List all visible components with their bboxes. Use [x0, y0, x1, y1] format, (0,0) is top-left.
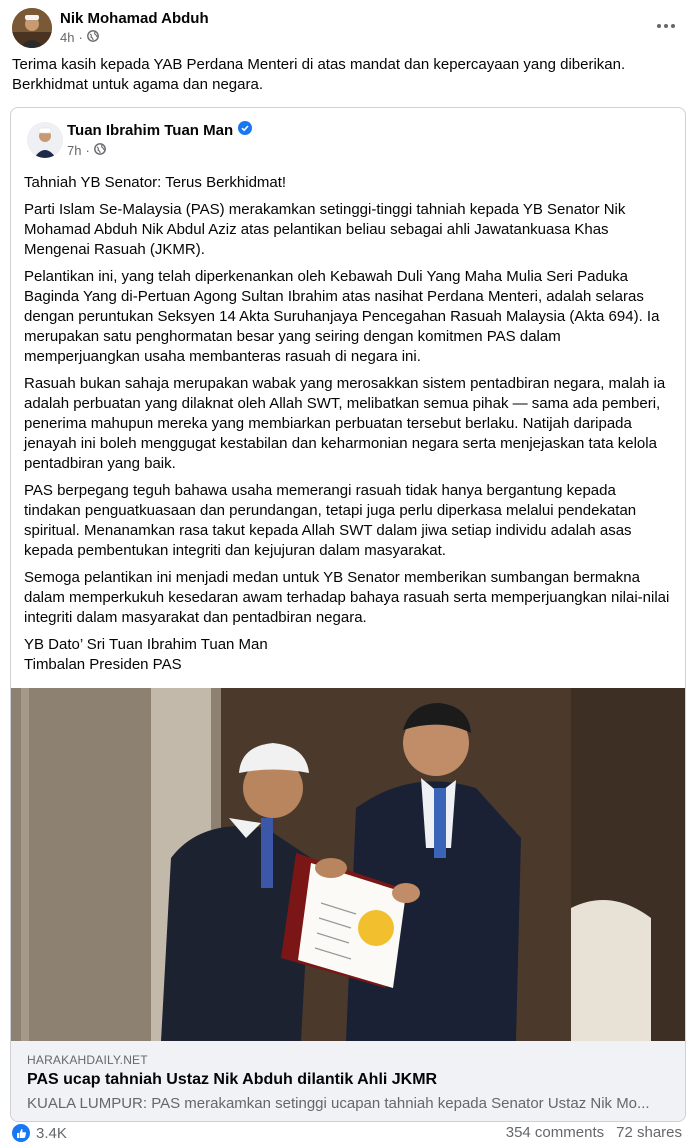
shared-post-card[interactable] — [10, 107, 686, 1122]
post-text-line: Terima kasih kepada YAB Perdana Menteri di atas mandat dan kepercayaan yang diberikan. — [12, 56, 626, 73]
globe-icon — [87, 30, 99, 45]
shared-paragraph: Pelantikan ini, yang telah diperkenankan oleh Kebawah Duli Yang Maha Mulia Seri Paduka Baginda Yang di-Pertuan Agong Sultan Ibrahim atas nasihat Perdana Menteri, adalah selaras dengan peruntukan Seksyen 14 Akta Suruhanjaya Pencegahan Rasuah Malaysia (Akta 694). Ia merupakan satu penghormatan besar yang seiring dengan komitmen PAS dalam memperjuangkan usaha membanteras rasuah di negara ini. — [24, 268, 660, 365]
shared-paragraph: PAS berpegang teguh bahawa usaha memerangi rasuah tidak hanya bergantung kepada tindakan penguatkuasaan dan perundangan, tetapi juga perlu diperkasa melalui pendekatan spiritual. Menanamkan rasa takut kepada Allah SWT dalam jiwa setiap individu adalah asas kepada pembentukan integriti dan kejujuran dalam masyarakat. — [24, 482, 637, 559]
shared-paragraph: Tahniah YB Senator: Terus Berkhidmat! — [24, 174, 287, 191]
link-preview[interactable] — [11, 1041, 686, 1122]
link-description: KUALA LUMPUR: PAS merakamkan setinggi ucapan tahniah kepada Senator Ustaz Nik Mo... — [27, 1095, 650, 1112]
post-author-name[interactable]: Nik Mohamad Abduh — [60, 10, 209, 27]
comments-count[interactable]: 354 comments — [505, 1124, 605, 1141]
author-avatar[interactable] — [12, 8, 52, 48]
signature-title: Timbalan Presiden PAS — [24, 656, 182, 673]
engagement-counts — [506, 1124, 682, 1141]
link-preview-image[interactable] — [11, 688, 686, 1041]
shared-post-body — [24, 173, 674, 675]
likes-count: 3.4K — [36, 1124, 67, 1142]
link-title[interactable]: PAS ucap tahniah Ustaz Nik Abduh dilantik Ahli JKMR — [27, 1071, 438, 1088]
post-text-line: Berkhidmat untuk agama dan negara. — [12, 76, 263, 93]
shared-author-avatar[interactable] — [27, 122, 63, 158]
post-meta: 4h · — [60, 30, 99, 45]
post-time[interactable]: 4h — [60, 30, 75, 45]
shared-author-row — [67, 121, 252, 139]
shared-author-name[interactable]: Tuan Ibrahim Tuan Man — [67, 121, 234, 139]
globe-icon — [94, 143, 106, 158]
shared-paragraph: Parti Islam Se-Malaysia (PAS) merakamkan setinggi-tinggi tahniah kepada YB Senator Nik Mohamad Abduh Nik Abdul Aziz atas pelantikan beliau sebagai ahli Jawatankuasa Khas Mengenai Rasuah (JKMR). — [24, 201, 626, 258]
shared-time[interactable]: 7h — [67, 143, 82, 158]
shares-count[interactable]: 72 shares — [616, 1124, 682, 1141]
reaction-summary[interactable] — [12, 1124, 67, 1142]
post-text — [12, 55, 672, 95]
signature-name: YB Dato’ Sri Tuan Ibrahim Tuan Man — [24, 636, 268, 653]
more-options-icon[interactable] — [654, 16, 678, 36]
link-domain: HARAKAHDAILY.NET — [27, 1053, 148, 1067]
shared-meta: 7h · — [67, 143, 106, 158]
shared-paragraph: Semoga pelantikan ini menjadi medan untuk YB Senator memberikan sumbangan bermakna dalam memperkukuh kesedaran awam terhadap bahaya rasuah serta memperjuangkan nilai-nilai integriti dalam masyarakat dan pentadbiran negara. — [24, 569, 670, 626]
shared-paragraph: Rasuah bukan sahaja merupakan wabak yang merosakkan sistem pentadbiran negara, malah ia adalah perbuatan yang dilaknat oleh Allah SWT, melibatkan semua pihak — sama ada pemberi, penerima mahupun mereka yang membiarkan perbuatan tersebut berlaku. Natijah daripada jenayah ini boleh menggugat kestabilan dan keharmonian negara serta menjejaskan tata kelola pentadbiran yang baik. — [24, 375, 666, 472]
like-icon — [12, 1124, 30, 1142]
reactions-bar — [12, 1124, 684, 1144]
verified-badge-icon — [238, 121, 252, 139]
post-header — [12, 8, 684, 50]
